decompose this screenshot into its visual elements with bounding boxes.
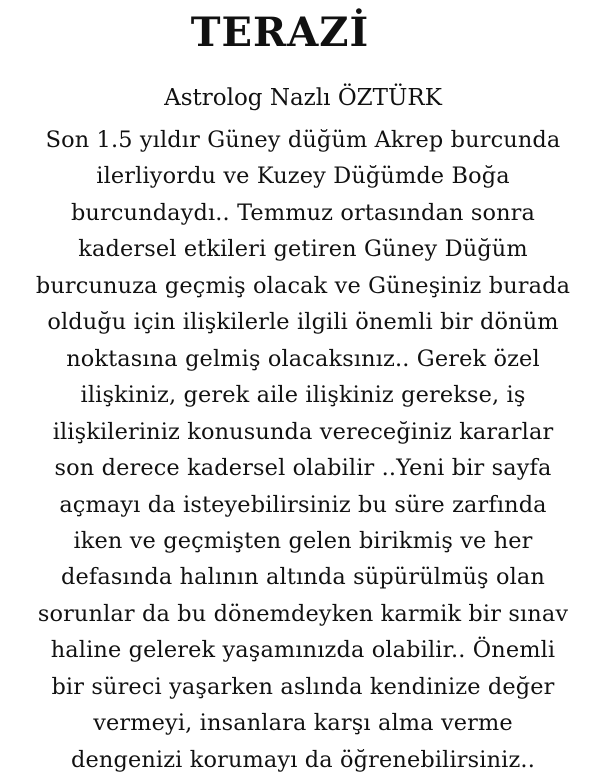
text-line: Son 1.5 yıldır Güney düğüm Akrep burcunda xyxy=(45,127,561,153)
text-line: burcundaydı.. Temmuz ortasından sonra xyxy=(70,199,536,226)
text-line: olduğu için ilişkilerle ilgili önemli bir dönüm xyxy=(47,309,559,336)
text-line: noktasına gelmiş olacaksınız.. Gerek özel xyxy=(66,345,540,372)
text-line: dengenizi korumayı da öğrenebilirsiniz.. xyxy=(71,746,535,773)
text-line: bir süreci yaşarken aslında kendinize değer xyxy=(51,673,555,700)
text-line: vermeyi, insanlara karşı alma verme xyxy=(93,710,513,737)
author-byline: Astrolog Nazlı ÖZTÜRK xyxy=(164,85,442,111)
text-line: defasında halının altında süpürülmüş olan xyxy=(61,564,545,591)
text-line: ilişkileriniz konusunda vereceğiniz kararlar xyxy=(52,418,554,445)
text-line: iken ve geçmişten gelen birikmiş ve her xyxy=(73,527,533,554)
text-line: kadersel etkileri getiren Güney Düğüm xyxy=(78,236,528,263)
page-title: TERAZİ xyxy=(190,9,370,56)
text-line: ilerliyordu ve Kuzey Düğümde Boğa xyxy=(96,163,510,190)
text-line: açmayı da isteyebilirsiniz bu süre zarfında xyxy=(59,491,547,518)
text-line: burcunuza geçmiş olacak ve Güneşiniz burada xyxy=(35,272,571,299)
text-line: ilişkiniz, gerek aile ilişkiniz gerekse, iş xyxy=(80,382,526,409)
text-line: haline gelerek yaşamınızda olabilir.. Önemli xyxy=(50,637,556,664)
text-line: sorunlar da bu dönemdeyken karmik bir sınav xyxy=(37,600,569,627)
body-paragraph xyxy=(4,122,602,778)
text-line: son derece kadersel olabilir ..Yeni bir sayfa xyxy=(54,455,552,482)
